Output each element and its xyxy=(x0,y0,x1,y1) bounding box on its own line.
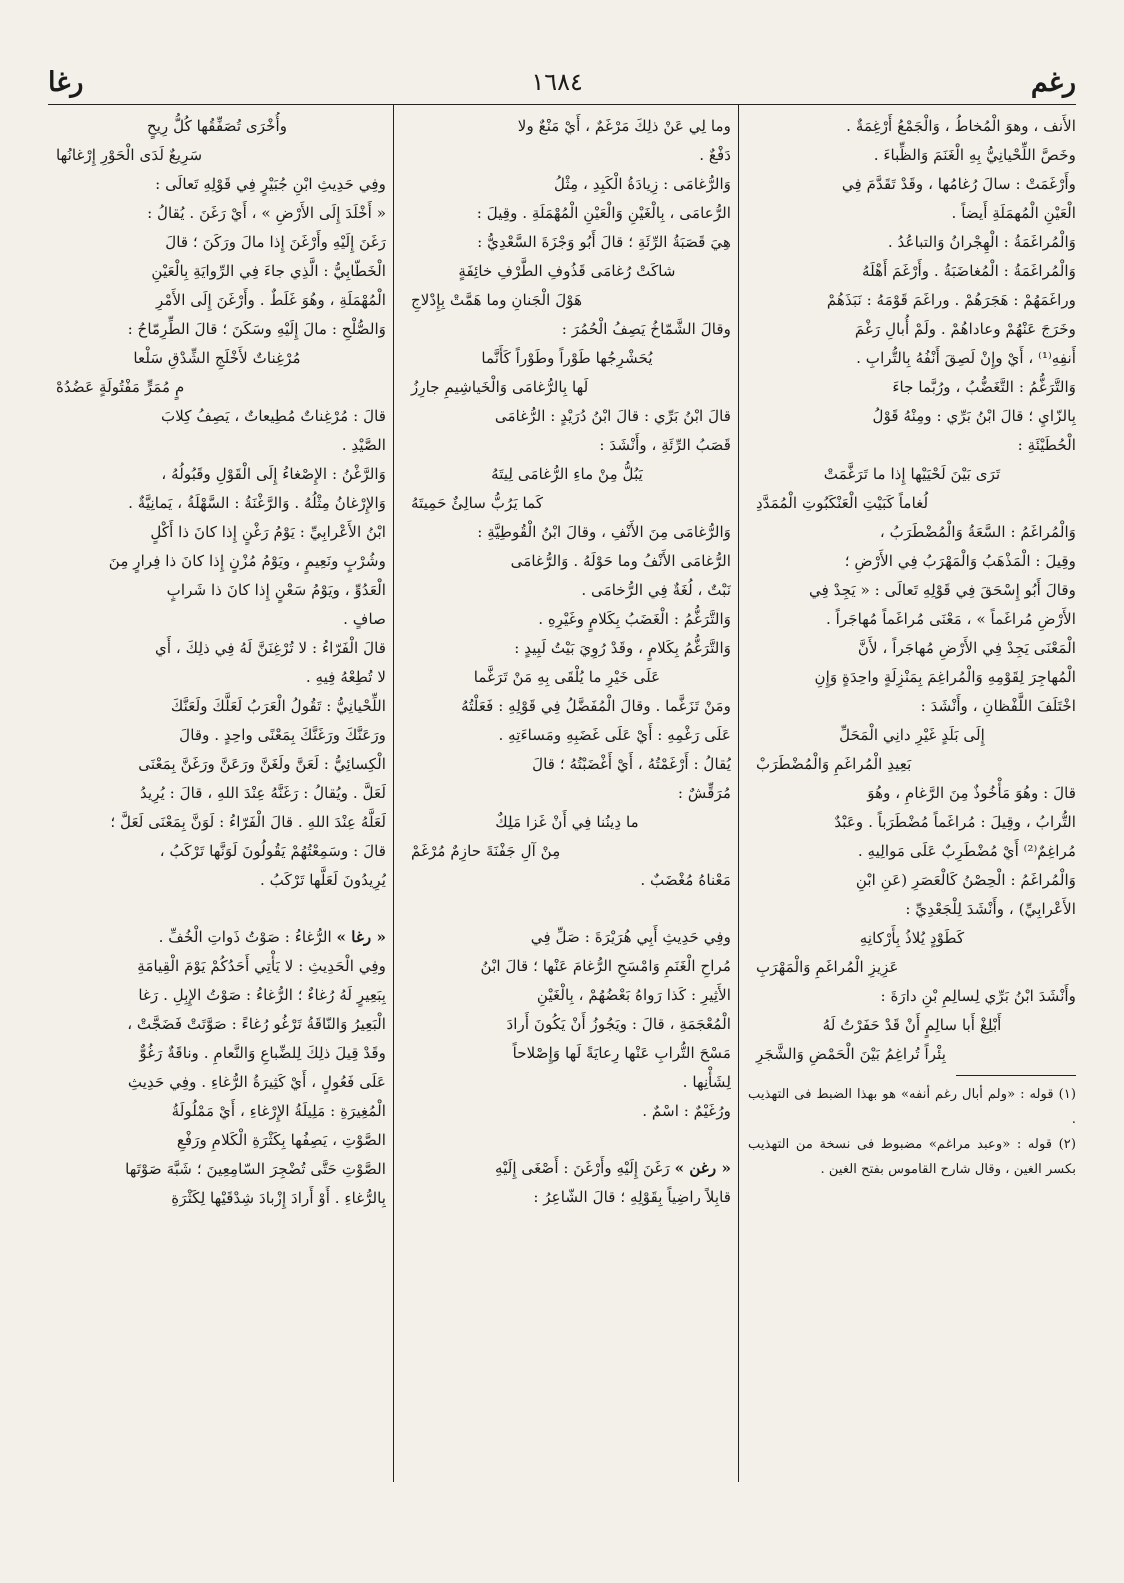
text-line: نَبْتٌ ، لُغَةٌ فِي الرُّخامَى . xyxy=(581,581,731,599)
text-line: مَسْحَ التُّرابِ عَنْها رِعايَةً لَها وَإِصْلاحاً xyxy=(512,1044,731,1062)
verse-line: بِئْراً تُراغِمُ بَيْنَ الْحَمْضِ وَالشَّجَرِ xyxy=(756,1045,946,1063)
entry-headword: « رغن » xyxy=(674,1159,731,1177)
verse-line: مِنْ آلِ جَفْنَةَ حازِمٌ مُرْغَمْ xyxy=(411,842,561,860)
verse-line: ما دِينُنا فِي أَنْ غَزا مَلِكٌ xyxy=(495,813,639,831)
text-line: وخَصَّ اللِّحْيانِيُّ بِهِ الْغَنَمَ وَالظِّباءَ . xyxy=(873,146,1076,164)
text-line: وَالْمُراغَمَةُ : الْمُغاضَبَةُ . وأَرْغَمَ أَهْلَهُ xyxy=(861,262,1076,280)
text-line: الأَعْرابِيِّ) ، وأَنْشَدَ لِلْجَعْدِيِّ : xyxy=(905,900,1076,918)
text-line: وقَدْ قِيلَ ذلِكَ لِلضِّباعِ وَالنَّعامِ . وناقَةٌ رَغُوٌّ xyxy=(139,1044,386,1062)
text-line: الصَّيْدِ . xyxy=(341,436,386,454)
verse-line: يُحَشْرِجُها طَوْراً وطَوْراً كَأَنَّما xyxy=(481,349,653,367)
column-divider-left xyxy=(393,104,394,1482)
text-line: عَلَى رَغْمِهِ : أَيْ عَلَى غَضَبِهِ ومَساءَتِهِ . xyxy=(498,726,731,744)
header-left-word: رغا xyxy=(48,66,84,98)
verse-line: سَرِيعٌ لَدَى الْحَوْرِ إِرْغانُها xyxy=(56,146,203,164)
text-line: قالَ : وسَمِعْتُهُمْ يَقُولُونَ لَوَنَّها تَرْكَبُ ، xyxy=(159,842,386,860)
text-line: وَالْمُراغَمُ : الْحِصْنُ كَالْعَصَرِ (عَنِ ابْنِ xyxy=(855,871,1076,889)
text-line: قالَ ابْنُ بَرِّي : قالَ ابْنُ دُرَيْدٍ : الرُّغامَى xyxy=(494,407,731,425)
verse-line: وأُخْرَى تُصَفِّقُها كُلُّ رِيحٍ xyxy=(146,117,288,135)
text-line: الأَثِيرِ : كَذا رَواهُ بَعْضُهُمْ ، بِالْغَيْنِ xyxy=(536,986,731,1004)
footnote-rule xyxy=(956,1075,1076,1076)
text-line: ابْنُ الأَعْرابِيِّ : يَوْمُ رَغْنٍ إِذا كانَ ذا أَكْلٍ xyxy=(150,523,386,541)
text-line: وَالرَّغْنُ : الإِصْغاءُ إِلَى الْقَوْلِ وقَبُولُهُ ، xyxy=(161,465,386,483)
text-line: وَالتَّرَغُّمُ : التَّغَضُّبُ ، ورُبَّما جاءَ xyxy=(892,378,1076,396)
footnote: (٢) قوله : «وعبد مراغم» مضبوط فى نسخة من التهذيب بكسر الغين ، وقال شارح القاموس بفتح الغين . xyxy=(748,1137,1076,1177)
text-line: الْكِسائِيُّ : لَعَنَّ ولَغَنَّ ورَعَنَّ ورَغَنَّ بِمَعْنَى xyxy=(138,755,386,773)
verse-line: مُرْغِناتٌ لأَخْلَجِ الشِّدْقِ سَلْعا xyxy=(133,349,301,367)
text-line: وَالرُّغامَى مِنَ الأَنْفِ ، وقالَ ابْنُ الْقُوطِيَّةِ : xyxy=(477,523,731,541)
text-line: لَعَلَّهُ عِنْدَ اللهِ . قالَ الْفَرّاءُ : لَوَنَّ بِمَعْنَى لَعَلَّ ؛ xyxy=(110,813,386,831)
text-line: أَنفِهِ⁽¹⁾ ، أَيْ وإِنْ لَصِقَ أَنْفُهُ بِالتُّرابِ . xyxy=(856,349,1076,367)
text-line: وراغَمَهُمْ : هَجَرَهُمْ . وراغَمَ قَوْمَهُ : نَبَذَهُمْ xyxy=(826,291,1076,309)
page-header xyxy=(48,60,1076,104)
verse-line: عَزِيزِ الْمُراغَمِ وَالْمَهْرَبِ xyxy=(756,958,899,976)
text-line: اللِّحْيانِيُّ : تَقُولُ الْعَرَبُ لَعَلَّكَ ولَعَنَّكَ xyxy=(170,697,386,715)
verse-line: بَعِيدِ الْمُراغَمِ وَالْمُضْطَرَبْ xyxy=(756,755,912,773)
verse-line: شاكَتْ رُغامَى قَذُوفِ الطَّرْفِ خائِفَةٍ xyxy=(458,262,676,280)
text-line: وَالإِرْغانُ مِثْلُهُ . وَالرَّغْنَةُ : السَّهْلَةُ ، يَمانِيَّةٌ . xyxy=(128,494,386,512)
text-line: قالَ الْفَرّاءُ : لا تُرْغِنَنَّ لَهُ فِي ذلِكَ ، أَي xyxy=(154,639,386,657)
text-line: قالَ : وهُوَ مَأْخُوذٌ مِنَ الرَّغامِ ، وهُوَ xyxy=(867,784,1076,802)
entry-line xyxy=(403,1154,731,1183)
text-line: ومَنْ تَزَغَّما . وقالَ الْمُفَضَّلُ فِي قَوْلِهِ : فَعَلْتُهُ xyxy=(461,697,731,715)
text-line: اخْتَلَفَ اللَّفْظانِ ، وأَنْشَدَ : xyxy=(920,697,1076,715)
column-right xyxy=(748,112,1076,1572)
header-right-word: رغم xyxy=(1030,66,1076,98)
text-line: « أَخْلَدَ إِلَى الأَرْضِ » ، أَيْ رَغَنَ . يُقالُ : xyxy=(147,204,386,222)
text-line: وأَنْشَدَ ابْنُ بَرِّي لِسالِمِ بْنِ دارَةَ : xyxy=(880,987,1076,1005)
footnote: (١) قوله : «ولم أبال رغم أنفه» هو بهذا الضبط فى التهذيب . xyxy=(748,1087,1076,1127)
verse-line: عَلَى خَيْرِ ما يُلْقَى بِهِ مَنْ تَرَغَّما xyxy=(473,668,661,686)
text-line: وَالْمُراغَمَةُ : الْهِجْرانُ وَالتباعُدُ . xyxy=(887,233,1076,251)
text-line: الرُّغامَى الأَنْفُ وما حَوْلَهُ . وَالرُّغامَى xyxy=(510,552,731,570)
text-line: وأَرْغَمَتْ : سالَ رُغامُها ، وقَدْ تَقَدَّمَ فِي xyxy=(841,175,1076,193)
text-line: ورُغَيْمٌ : اسْمٌ . xyxy=(642,1102,731,1120)
text-line: الْمُعْجَمَةِ ، قالَ : ويَجُوزُ أَنْ يَكُونَ أَرادَ xyxy=(506,1015,731,1033)
text-line: رَغَنَ إِلَيْهِ وأَرْغَنَ إِذا مالَ ورَكَنَ ؛ قالَ xyxy=(165,233,386,251)
text-line: لَعَلَّ . ويُقالُ : رَغَنَّهُ عِنْدَ اللهِ ، قالَ : يُرِيدُ xyxy=(140,784,386,802)
text-line: وفِي حَدِيثِ ابْنِ جُبَيْرٍ فِي قَوْلِهِ تَعالَى : xyxy=(155,175,386,193)
verse-line: لُغاماً كَبَيْتِ الْعَنْكَبُوتِ الْمُمَدَّدِ xyxy=(756,494,929,512)
text-line: بِبَعِيرٍ لَهُ رُغاءٌ ؛ الرُّغاءُ : صَوْتُ الإِبِلِ . رَغا xyxy=(138,986,386,1004)
text-line: يُقالُ : أَرْغَمْتُهُ ، أَيْ أَغْضَبْتُهُ ؛ قالَ xyxy=(532,755,731,773)
text-line: عَلَى فَعُولٍ ، أَيْ كَثِيرَةُ الرُّغاءِ . وفِي حَدِيثِ xyxy=(127,1073,386,1091)
text-line: الصَّوْتِ ، يَصِفُها بِكَثْرَةِ الْكَلامِ ورَفْعِ xyxy=(176,1131,386,1149)
verse-line: هَوْلَ الْجَنانِ وما هَمَّتْ بِإِدْلاجِ xyxy=(411,291,583,309)
verse-line: كَما يَرُبُّ سالِئٌ حَمِيتَهُ xyxy=(411,494,544,512)
text-line: هِيَ قَصَبَةُ الرِّئَةِ ؛ قالَ أَبُو وَجْزَةَ السَّعْدِيُّ : xyxy=(477,233,731,251)
text-line: وشُرْبٍ ونَعِيمٍ ، ويَوْمُ مُزْنٍ إِذا كانَ ذا فِرارٍ مِنَ xyxy=(108,552,386,570)
text-line: الْمُهاجِرَ لِقَوْمِهِ وَالْمُراغِمَ بِمَنْزِلَةٍ واحِدَةٍ وَإِنِ xyxy=(814,668,1076,686)
text-line: وَالتَّرَغُّمُ : الْغَضَبُ بِكَلامٍ وغَيْرِهِ . xyxy=(538,610,731,628)
text-line: قابِلاً راضِياً بِقَوْلِهِ ؛ قالَ الشّاعِرُ : xyxy=(533,1188,731,1206)
verse-line: مٍ مُمَرٍّ مَفْتُولَةٍ عَضُدُهْ xyxy=(56,378,185,396)
entry-text: رَغَنَ إِلَيْهِ وأَرْغَنَ : أَصْغَى إِلَيْهِ xyxy=(495,1159,670,1177)
text-line: بِالزّايِ ؛ قالَ ابْنُ بَرِّي : ومِنْهُ قَوْلُ xyxy=(872,407,1076,425)
verse-line: لَها بِالرُّغامَى وَالْخَياشِيمِ جارِزُ xyxy=(411,378,589,396)
text-line: يُرِيدُونَ لَعَلَّها تَرْكَبُ . xyxy=(260,871,386,889)
text-line: وَالتَّرَغُّمُ بِكَلامٍ ، وقَدْ رُوِيَ بَيْتُ لَبِيدٍ : xyxy=(514,639,731,657)
text-line: الْحُطَيْئَةِ : xyxy=(1017,436,1076,454)
text-line: وَالرُّغامَى : زِيادَةُ الْكَبِدِ ، مِثْلُ xyxy=(554,175,731,193)
text-line: مُرَقِّشٌ : xyxy=(677,784,731,802)
text-line: وَالْمُراغَمُ : السَّعَةُ وَالْمُضْطَرَبُ ، xyxy=(879,523,1076,541)
column-middle xyxy=(403,112,731,1572)
text-line: وقِيلَ : الْمَذْهَبُ وَالْمَهْرَبُ فِي الأَرْضِ ؛ xyxy=(844,552,1076,570)
text-line: الصَّوْتِ حَتَّى تُضْجِرَ السّامِعِينَ ؛ شَبَّهَ صَوْتَها xyxy=(125,1160,386,1178)
text-line: الرُّعامَى ، بِالْغَيْنِ وَالْعَيْنِ الْمُهْمَلَةِ . وقِيلَ : xyxy=(476,204,731,222)
text-line: الْبَعِيرُ وَالنّاقَةُ تَرْغُو رُغاءً : صَوَّتَتْ فَضَجَّتْ ، xyxy=(127,1015,386,1033)
entry-text: الرُّغاءُ : صَوْتُ ذَواتِ الْخُفِّ . xyxy=(158,928,332,946)
column-divider-right xyxy=(738,104,739,1482)
verse-line: تَرَى بَيْنَ لَحْيَيْها إِذا ما تَرَغَّمَتْ xyxy=(823,465,1001,483)
text-line: صافٍ . xyxy=(343,610,386,628)
text-line: وقالَ الشَّمّاخُ يَصِفُ الْحُمُرَ : xyxy=(561,320,731,338)
text-line: قَصَبُ الرِّئَةِ ، وأَنْشَدَ : xyxy=(599,436,731,454)
text-line: الْمُهْمَلَةِ ، وهُوَ غَلَطٌ . وأَرْغَنَ إِلَى الأَمْرِ xyxy=(156,291,386,309)
text-line: الأَنف ، وهوَ الْمُخاطُ ، وَالْجَمْعُ أَرْغِمَةٌ . xyxy=(846,117,1076,135)
text-line: الْخَطّابِيُّ : الَّذِي جاءَ فِي الرِّوايَةِ بِالْعَيْنِ xyxy=(151,262,386,280)
text-line: الْعَيْنِ الْمُهمَلَةِ أَيضاً . xyxy=(951,204,1076,222)
verse-line: أَبْلِغْ أَبا سالِمٍ أَنْ قَدْ حَفَرْتُ لَهُ xyxy=(822,1016,1002,1034)
text-line: وخَرَجَ عَنْهُمْ وعاداهُمْ . ولَمْ أُبالِ رَغْمَ xyxy=(854,320,1076,338)
text-line: قالَ : مُرْغِناتٌ مُطِيعاتٌ ، يَصِفُ كِلابَ xyxy=(160,407,386,425)
verse-line: إِلَى بَلَدٍ غَيْرِ دانِي الْمَحَلِّ xyxy=(839,726,985,744)
text-line: التُّرابُ ، وقِيلَ : مُراغَماً مُضْطَرَباً . وعَبْدٌ xyxy=(834,813,1076,831)
text-line: الْمَعْنَى يَجِدْ فِي الأَرْضِ مُهاجَراً ، لأَنَّ xyxy=(857,639,1076,657)
entry-line xyxy=(48,923,386,952)
page-number: ١٦٨٤ xyxy=(531,68,583,96)
text-line: الأَرْضِ مُراغَماً » ، مَعْنَى مُراغَماً مُهاجَراً . xyxy=(825,610,1076,628)
header-rule xyxy=(48,104,1076,105)
text-line: الْمُغِيرَةِ : مَلِيلَةُ الإِرْغاءِ ، أَيْ مَمْلُولَةُ xyxy=(171,1102,386,1120)
text-line: مُراحِ الْغَنَمِ وَامْسَحِ الرُّغامَ عَنْها ؛ قالَ ابْنُ xyxy=(480,957,731,975)
verse-line: يَبُلُّ مِنْ ماءِ الرُّغامَى لِيتَهُ xyxy=(491,465,643,483)
text-line: الْعَدُوِّ ، ويَوْمُ سَعْنٍ إِذا كانَ ذا شَرابٍ xyxy=(166,581,386,599)
entry-headword: « رغا » xyxy=(336,928,386,946)
text-line: مُراغِمٌ⁽²⁾ أَيْ مُضْطَرِبٌ عَلَى مَوالِيهِ . xyxy=(857,842,1076,860)
text-line: دَفْعٌ . xyxy=(699,146,731,164)
text-line: ورَعَنَّكَ ورَغَنَّكَ بِمَعْنًى واحِدٍ . وقالَ xyxy=(179,726,386,744)
text-line: وقالَ أَبُو إِسْحَقَ فِي قَوْلِهِ تَعالَى : « يَجِدْ فِي xyxy=(808,581,1076,599)
text-line: بِالرُّغاءِ . أَوْ أَرادَ إِزْبادَ شِدْقَيْها لِكَثْرَةِ xyxy=(171,1189,386,1207)
text-line: لا تُطِعْهُ فِيهِ . xyxy=(305,668,386,686)
column-left xyxy=(48,112,386,1572)
text-line: مَعْناهُ مُغْضَبٌ . xyxy=(640,871,731,889)
text-line: وَالصُّلْحِ : مالَ إِلَيْهِ وسَكَنَ ؛ قالَ الطِّرِمّاحُ : xyxy=(127,320,386,338)
text-line: وفِي حَدِيثِ أَبِي هُرَيْرَةَ : صَلِّ فِي xyxy=(530,928,731,946)
verse-line: كَطَوْدٍ يُلاذُ بِأَرْكانِهِ xyxy=(859,929,965,947)
text-line: لِشَأْنِها . xyxy=(682,1073,731,1091)
text-line: وفِي الْحَدِيثِ : لا يَأْتِي أَحَدُكُمْ يَوْمَ الْقِيامَةِ xyxy=(137,957,386,975)
text-line: وما لِي عَنْ ذلِكَ مَرْغَمٌ ، أَيْ مَنْعٌ ولا xyxy=(517,117,731,135)
